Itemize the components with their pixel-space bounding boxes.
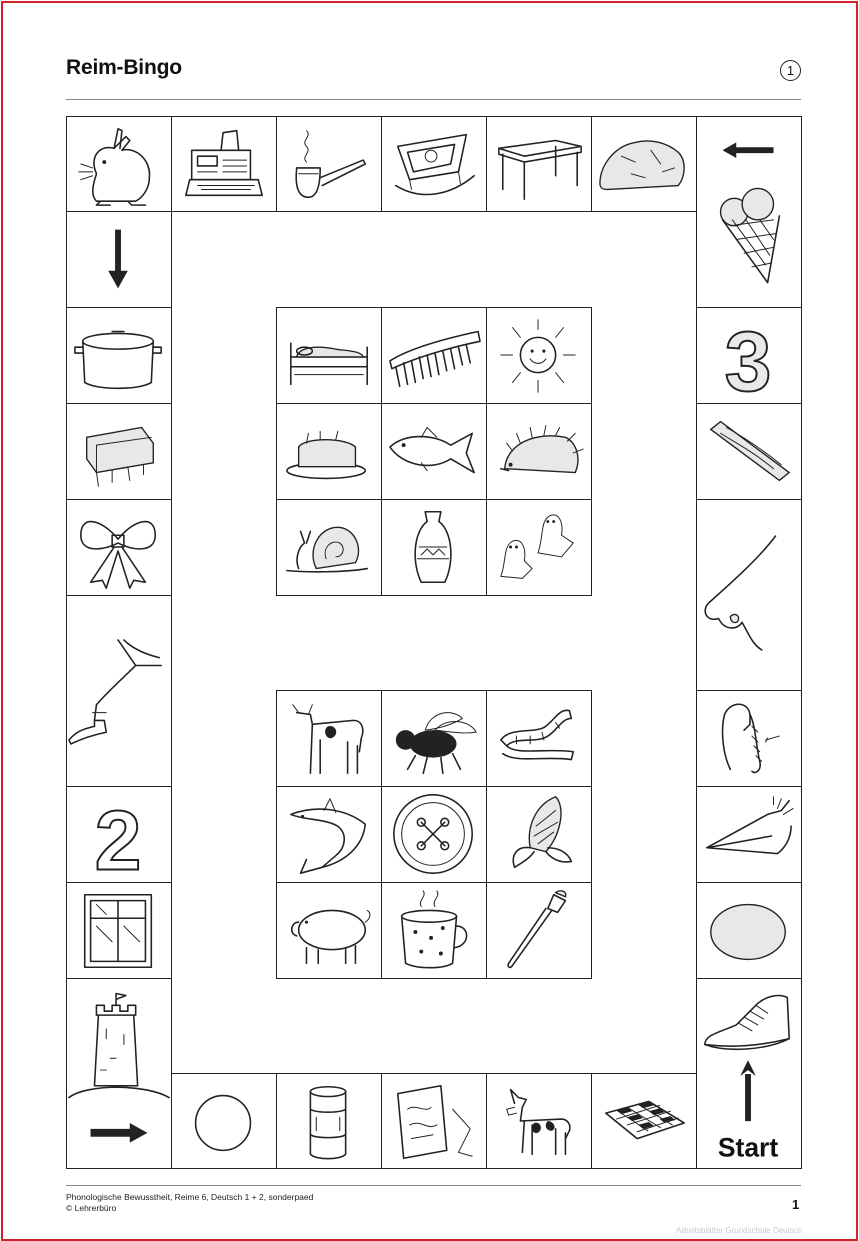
wooden-board-icon <box>697 404 801 499</box>
checkered-blanket-icon <box>592 1074 696 1168</box>
bingo-card-tasse <box>381 882 487 979</box>
board-field-wiege <box>381 116 487 212</box>
board-field-stein <box>591 116 697 212</box>
bingo-card-torte <box>276 403 382 500</box>
bingo-card-hai <box>276 786 382 883</box>
cake-slice-icon <box>67 404 171 499</box>
fish-icon <box>382 404 486 499</box>
bingo-card-schwein <box>276 882 382 979</box>
bingo-card-sonne <box>486 307 592 404</box>
ghosts-icon <box>487 500 591 595</box>
window-icon <box>67 883 171 978</box>
board-field-decke <box>591 1073 697 1169</box>
bingo-card-geister <box>486 499 592 596</box>
table-icon <box>487 117 591 211</box>
bow-icon <box>67 500 171 595</box>
board-field-bein <box>66 595 172 787</box>
board-field-brett <box>696 403 802 500</box>
ice-cream-icon <box>697 117 801 307</box>
vase-icon <box>382 500 486 595</box>
arrow-down-icon <box>67 212 171 307</box>
board-field-hase <box>66 116 172 212</box>
pipe-icon <box>277 117 381 211</box>
bingo-card-igel <box>486 403 592 500</box>
pot-icon <box>67 308 171 403</box>
board-field-zwei <box>66 786 172 883</box>
shark-icon <box>277 787 381 882</box>
board-field-pfeife <box>276 116 382 212</box>
board-field-kreis <box>171 1073 277 1169</box>
sun-icon <box>487 308 591 403</box>
board-field-schleife <box>66 499 172 596</box>
bingo-card-mais <box>486 786 592 883</box>
nose-icon <box>697 500 801 690</box>
board-field-schnabel <box>696 786 802 883</box>
footer-rule <box>66 1185 801 1186</box>
board-field-ei <box>696 882 802 979</box>
board-field-turm <box>66 978 172 1169</box>
bingo-card-fliege <box>381 690 487 787</box>
goat-icon <box>487 1074 591 1168</box>
leg-icon <box>67 596 171 786</box>
hare-icon <box>67 117 171 211</box>
bingo-card-fisch <box>381 403 487 500</box>
arrow-right-icon <box>91 1123 148 1143</box>
number-three-label: 3 <box>724 314 772 403</box>
number-two-label: 2 <box>94 793 142 882</box>
braid-icon <box>697 691 801 786</box>
page-badge: 1 <box>780 60 801 81</box>
board-field-kasse <box>171 116 277 212</box>
pig-icon <box>277 883 381 978</box>
bingo-card-kamm <box>381 307 487 404</box>
board-field-ziege <box>486 1073 592 1169</box>
board-field-arrow-down <box>66 211 172 308</box>
board-field-fenster <box>66 882 172 979</box>
picture-icon <box>382 1074 486 1168</box>
bingo-card-wurm <box>486 690 592 787</box>
board-field-topf <box>66 307 172 404</box>
worm-icon <box>487 691 591 786</box>
footer-line-1: Phonologische Bewusstheit, Reime 6, Deutsch 1 + 2, sonderpaed <box>66 1192 314 1202</box>
board-field-eis <box>696 116 802 308</box>
board-field-tonne <box>276 1073 382 1169</box>
bingo-card-kuh <box>276 690 382 787</box>
circle-icon <box>172 1074 276 1168</box>
bed-icon <box>277 308 381 403</box>
page-title: Reim-Bingo <box>66 56 182 79</box>
bingo-card-knopf <box>381 786 487 883</box>
bingo-card-schnecke <box>276 499 382 596</box>
board-field-bild <box>381 1073 487 1169</box>
footer-credits <box>66 1192 313 1214</box>
cow-icon <box>277 691 381 786</box>
board-field-zopf <box>696 690 802 787</box>
bingo-card-gabel <box>486 882 592 979</box>
footer-line-2: © Lehrerbüro <box>66 1203 117 1213</box>
comb-icon <box>382 308 486 403</box>
stone-icon <box>592 117 696 211</box>
header-rule <box>66 99 801 100</box>
board-field-drei <box>696 307 802 404</box>
number-two-icon <box>67 787 171 882</box>
cradle-icon <box>382 117 486 211</box>
number-three-icon <box>697 308 801 403</box>
egg-icon <box>697 883 801 978</box>
board-field-tisch <box>486 116 592 212</box>
board-field-nase <box>696 499 802 691</box>
start-label: Start <box>717 1132 779 1163</box>
barrel-icon <box>277 1074 381 1168</box>
cup-icon <box>382 883 486 978</box>
board-field-start <box>696 978 802 1169</box>
fork-icon <box>487 883 591 978</box>
hedgehog-icon <box>487 404 591 499</box>
fly-icon <box>382 691 486 786</box>
watermark: Arbeitsblätter Grundschule Deutsch <box>676 1226 803 1235</box>
bingo-card-bett <box>276 307 382 404</box>
cake-plate-icon <box>277 404 381 499</box>
start-shoe-icon <box>697 979 801 1168</box>
cash-register-icon <box>172 117 276 211</box>
snail-icon <box>277 500 381 595</box>
bingo-card-vase <box>381 499 487 596</box>
button-icon <box>382 787 486 882</box>
beak-icon <box>697 787 801 882</box>
corn-icon <box>487 787 591 882</box>
arrow-left-icon <box>723 142 774 158</box>
board-field-kuchen <box>66 403 172 500</box>
tower-icon <box>67 979 171 1168</box>
page-number: 1 <box>792 1197 800 1212</box>
